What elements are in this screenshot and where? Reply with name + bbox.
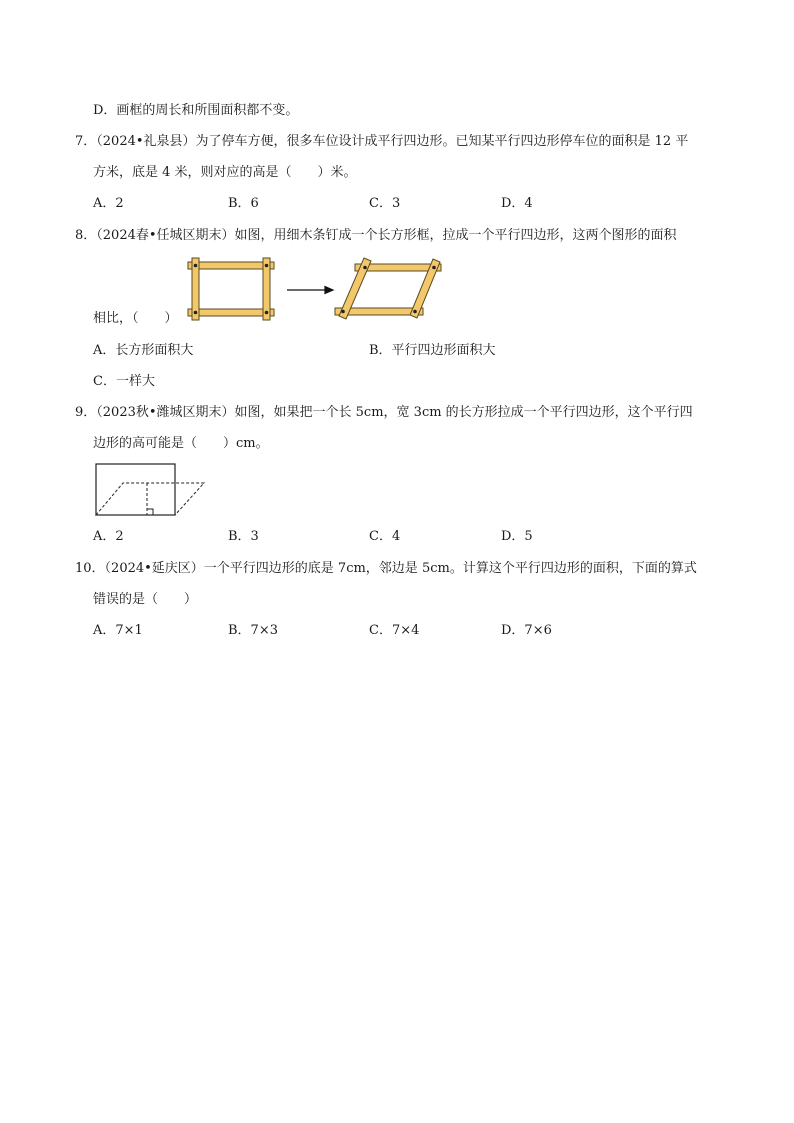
q8-option-a: A．长方形面积大 — [93, 343, 194, 358]
q9-option-a: A．2 — [93, 529, 124, 544]
q9-option-c: C．4 — [369, 529, 401, 544]
q7-option-b: B．6 — [228, 196, 259, 211]
q10-option-a: A．7×1 — [93, 623, 143, 638]
q9-option-d: D．5 — [501, 529, 533, 544]
rectangle-outline — [96, 464, 175, 515]
right-angle-mark — [147, 509, 153, 515]
q10-option-d: D．7×6 — [501, 623, 552, 638]
q9-stem-line2: 边形的高可能是（ ）cm。 — [93, 436, 269, 451]
q6-option-d: D．画框的周长和所围面积都不变。 — [93, 103, 299, 118]
q7-stem-line2: 方米，底是 4 米，则对应的高是（ ）米。 — [93, 165, 357, 180]
q8-stem-line2: 相比，（ ） — [93, 311, 178, 326]
parallelogram-dashed — [96, 483, 204, 515]
q8-option-b: B．平行四边形面积大 — [369, 343, 496, 358]
q7-option-a: A．2 — [93, 196, 124, 211]
parallelogram-frame — [335, 258, 441, 319]
q9-rectangle-parallelogram-figure — [94, 462, 216, 518]
q10-option-c: C．7×4 — [369, 623, 420, 638]
q7-option-c: C．3 — [369, 196, 401, 211]
q8-option-c: C．一样大 — [93, 374, 155, 389]
q7-option-d: D．4 — [501, 196, 533, 211]
q7-stem-line1: 7．（2024•礼泉县）为了停车方便，很多车位设计成平行四边形。已知某平行四边形停车位的面积是 12 平 — [75, 134, 689, 149]
q10-stem-line2: 错误的是（ ） — [93, 592, 198, 607]
q8-rectangle-to-parallelogram-figure — [183, 256, 453, 326]
q10-option-b: B．7×3 — [228, 623, 278, 638]
q8-stem-line1: 8．（2024春•任城区期末）如图，用细木条钉成一个长方形框，拉成一个平行四边形，这两个图形的面积 — [75, 228, 677, 243]
transform-arrow — [287, 287, 333, 294]
q9-stem-line1: 9．（2023秋•潍城区期末）如图，如果把一个长 5cm，宽 3cm 的长方形拉成一个平行四边形，这个平行四 — [75, 405, 693, 420]
q10-stem-line1: 10．（2024•延庆区）一个平行四边形的底是 7cm，邻边是 5cm。计算这个平行四边形的面积，下面的算式 — [75, 561, 697, 576]
q9-option-b: B．3 — [228, 529, 259, 544]
rectangle-frame — [188, 258, 274, 320]
